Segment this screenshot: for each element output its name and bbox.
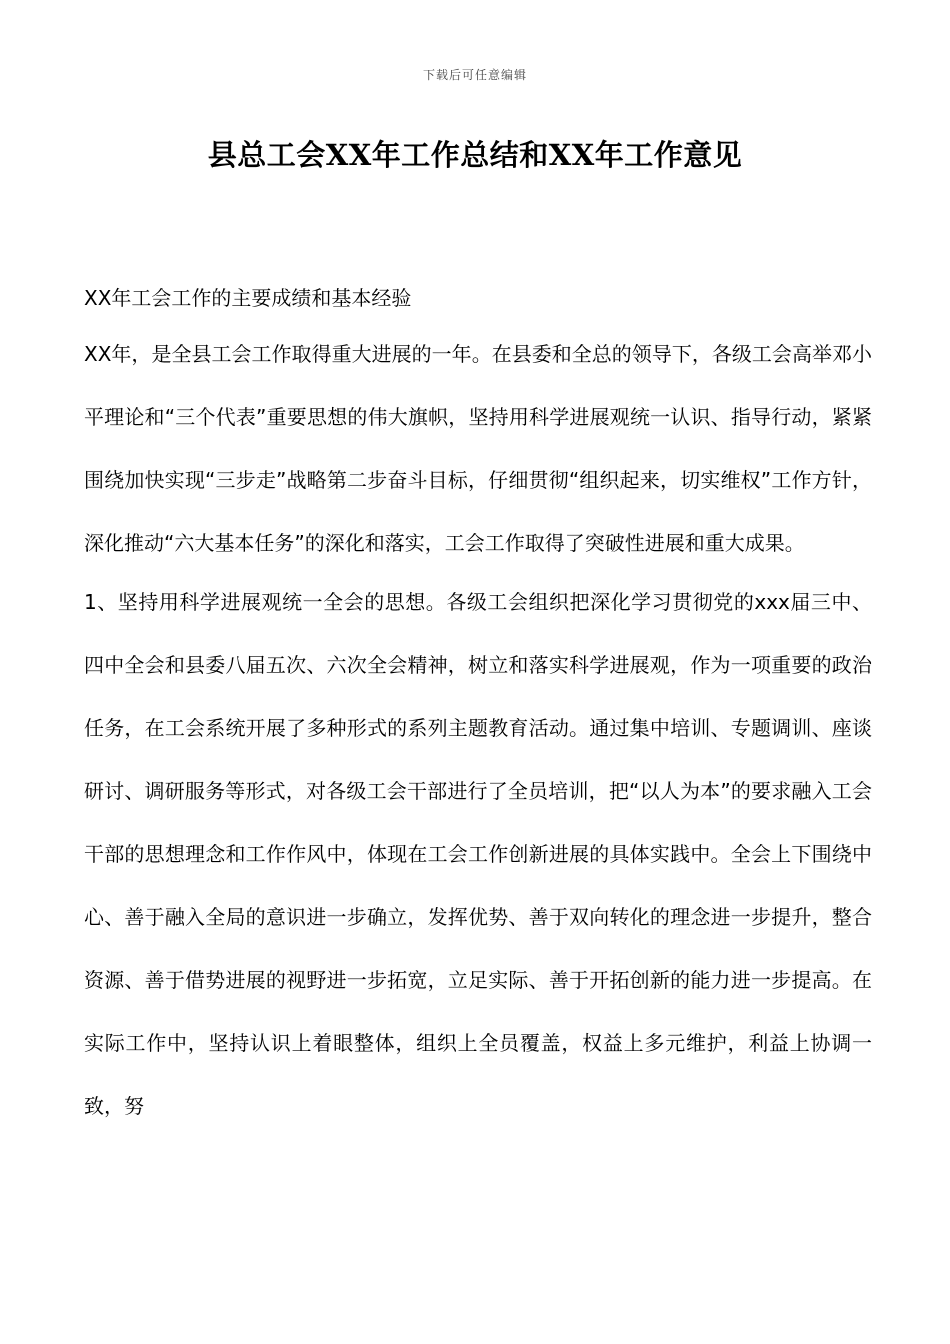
section-heading: XX年工会工作的主要成绩和基本经验 (84, 286, 412, 310)
paragraph-point-1: 1、坚持用科学进展观统一全会的思想。各级工会组织把深化学习贯彻党的xxx届三中、四中全会和县委八届五次、六次全会精神，树立和落实科学进展观，作为一项重要的政治任务，在工会系统开展了多种形式的系列主题教育活动。通过集中培训、专题调训、座谈研讨、调研服务等形式，对各级工会干部进行了全员培训，把“以人为本”的要求融入工会干部的思想理念和工作作风中，体现在工会工作创新进展的具体实践中。全会上下围绕中心、善于融入全局的意识进一步确立，发挥优势、善于双向转化的理念进一步提升，整合资源、善于借势进展的视野进一步拓宽，立足实际、善于开拓创新的能力进一步提高。在实际工作中，坚持认识上着眼整体，组织上全员覆盖，权益上多元维护，利益上协调一致，努 (84, 590, 872, 1118)
document-title: 县总工会XX年工作总结和XX年工作意见 (207, 138, 743, 172)
paragraph-intro: XX年，是全县工会工作取得重大进展的一年。在县委和全总的领导下，各级工会高举邓小平理论和“三个代表”重要思想的伟大旗帜，坚持用科学进展观统一认识、指导行动，紧紧围绕加快实现“三步走”战略第二步奋斗目标，仔细贯彻“组织起来，切实维权”工作方针，深化推动“六大基本任务”的深化和落实，工会工作取得了突破性进展和重大成果。 (84, 342, 872, 555)
document-body (84, 279, 872, 1138)
page-header-note: 下载后可任意编辑 (422, 68, 527, 82)
